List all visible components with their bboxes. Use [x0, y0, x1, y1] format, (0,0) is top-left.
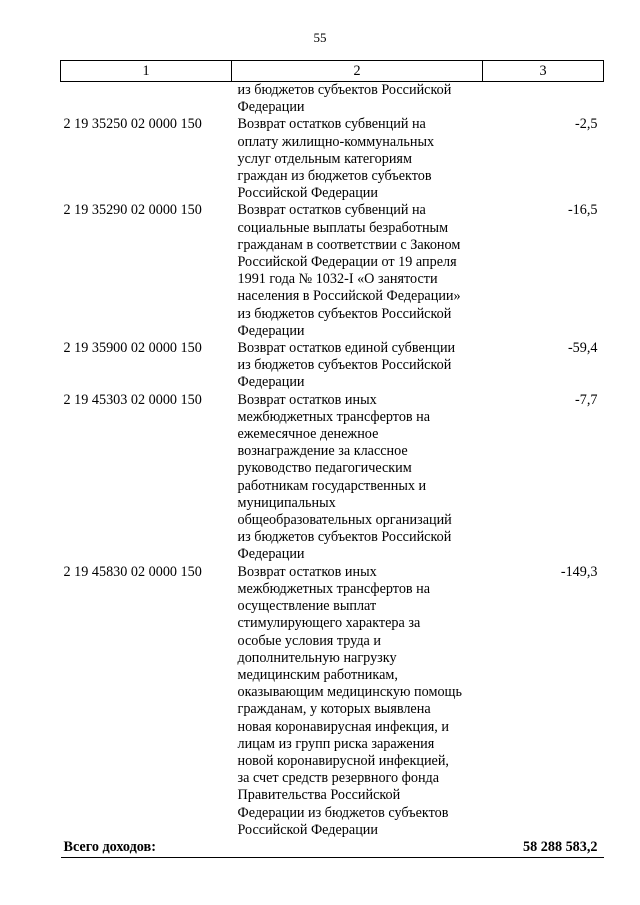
total-label: Всего доходов: — [61, 839, 232, 858]
row-name-line: социальные выплаты безработным — [237, 219, 449, 236]
row-name-line: из бюджетов субъектов Российской — [237, 529, 452, 546]
row-name — [232, 82, 483, 117]
row-amount: -2,5 — [575, 116, 598, 133]
row-name-line: стимулирующего характера за — [237, 615, 421, 632]
row-name — [232, 392, 483, 564]
row-code: 2 19 35250 02 0000 150 — [63, 116, 202, 133]
row-name-line: Возврат остатков единой субвенции — [237, 340, 456, 357]
row-name-line: населения в Российской Федерации» — [237, 288, 461, 305]
row-name-line: межбюджетных трансфертов на — [237, 408, 431, 425]
header-col-2: 2 — [232, 61, 483, 82]
row-name-line: новая коронавирусная инфекция, и — [237, 718, 449, 735]
row-name-line: Возврат остатков субвенций на — [237, 116, 426, 133]
row-name — [232, 564, 483, 839]
row-name-line: Российской Федерации — [237, 185, 378, 202]
table-header-row — [61, 61, 604, 82]
row-name-line: услуг отдельным категориям — [237, 150, 412, 167]
row-name-line: новой коронавирусной инфекцией, — [237, 752, 449, 769]
row-amount: -16,5 — [567, 202, 598, 219]
row-name-line: Федерации — [237, 546, 305, 563]
table-row — [61, 564, 604, 839]
row-name-line: из бюджетов субъектов Российской — [237, 82, 452, 98]
row-amount: -59,4 — [567, 340, 598, 357]
row-name-line: Федерации — [237, 99, 305, 116]
row-name-line: Возврат остатков иных — [237, 391, 377, 408]
row-name-line: медицинским работникам, — [237, 666, 398, 683]
row-name-line: за счет средств резервного фонда — [237, 770, 440, 787]
total-row — [61, 839, 604, 858]
row-name-line: Российской Федерации — [237, 821, 378, 838]
page-number: 55 — [313, 30, 327, 45]
row-name-line: Правительства Российской — [237, 787, 401, 804]
row-name-line: муниципальных — [237, 494, 336, 511]
row-name-line: особые условия труда и — [237, 632, 381, 649]
revenue-table — [60, 60, 604, 858]
row-name-line: ежемесячное денежное — [237, 426, 379, 443]
table-row — [61, 116, 604, 202]
row-code: 2 19 45830 02 0000 150 — [63, 563, 202, 580]
total-spacer — [232, 839, 483, 858]
table-row — [61, 202, 604, 340]
row-name-line: оплату жилищно-коммунальных — [237, 133, 435, 150]
row-name-line: Возврат остатков субвенций на — [237, 202, 426, 219]
table-row — [61, 340, 604, 392]
row-name-line: граждан из бюджетов субъектов — [237, 168, 432, 185]
row-code: 2 19 35900 02 0000 150 — [63, 340, 202, 357]
header-col-3: 3 — [483, 61, 604, 82]
row-name — [232, 340, 483, 392]
row-code: 2 19 45303 02 0000 150 — [63, 391, 202, 408]
total-amount: 58 288 583,2 — [483, 839, 604, 858]
revenue-table-container — [60, 60, 603, 858]
row-name-line: гражданам в соответствии с Законом — [237, 236, 461, 253]
row-name-line: гражданам, у которых выявлена — [237, 701, 431, 718]
row-code — [61, 82, 232, 117]
row-name-line: осуществление выплат — [237, 598, 377, 615]
row-code: 2 19 35290 02 0000 150 — [63, 202, 202, 219]
row-name-line: Возврат остатков иных — [237, 563, 377, 580]
row-name-line: из бюджетов субъектов Российской — [237, 305, 452, 322]
table-body — [61, 82, 604, 839]
row-amount — [483, 82, 604, 117]
row-name-line: Федерации — [237, 374, 305, 391]
row-name-line: Российской Федерации от 19 апреля — [237, 254, 457, 271]
row-name — [232, 116, 483, 202]
table-row — [61, 392, 604, 564]
row-name-line: общеобразовательных организаций — [237, 512, 452, 529]
row-name-line: работникам государственных и — [237, 477, 427, 494]
header-col-1: 1 — [61, 61, 232, 82]
row-name-line: 1991 года № 1032-I «О занятости — [237, 271, 438, 288]
row-name — [232, 202, 483, 340]
row-name-line: дополнительную нагрузку — [237, 649, 397, 666]
row-name-line: Федерации — [237, 322, 305, 339]
table-row — [61, 82, 604, 117]
row-name-line: оказывающим медицинскую помощь — [237, 684, 462, 701]
row-name-line: Федерации из бюджетов субъектов — [237, 804, 449, 821]
row-name-line: лицам из групп риска заражения — [237, 735, 435, 752]
row-name-line: руководство педагогическим — [237, 460, 412, 477]
row-name-line: из бюджетов субъектов Российской — [237, 357, 452, 374]
row-name-line: межбюджетных трансфертов на — [237, 580, 431, 597]
row-amount: -149,3 — [560, 563, 598, 580]
row-name-line: вознаграждение за классное — [237, 443, 408, 460]
row-amount: -7,7 — [575, 391, 598, 408]
